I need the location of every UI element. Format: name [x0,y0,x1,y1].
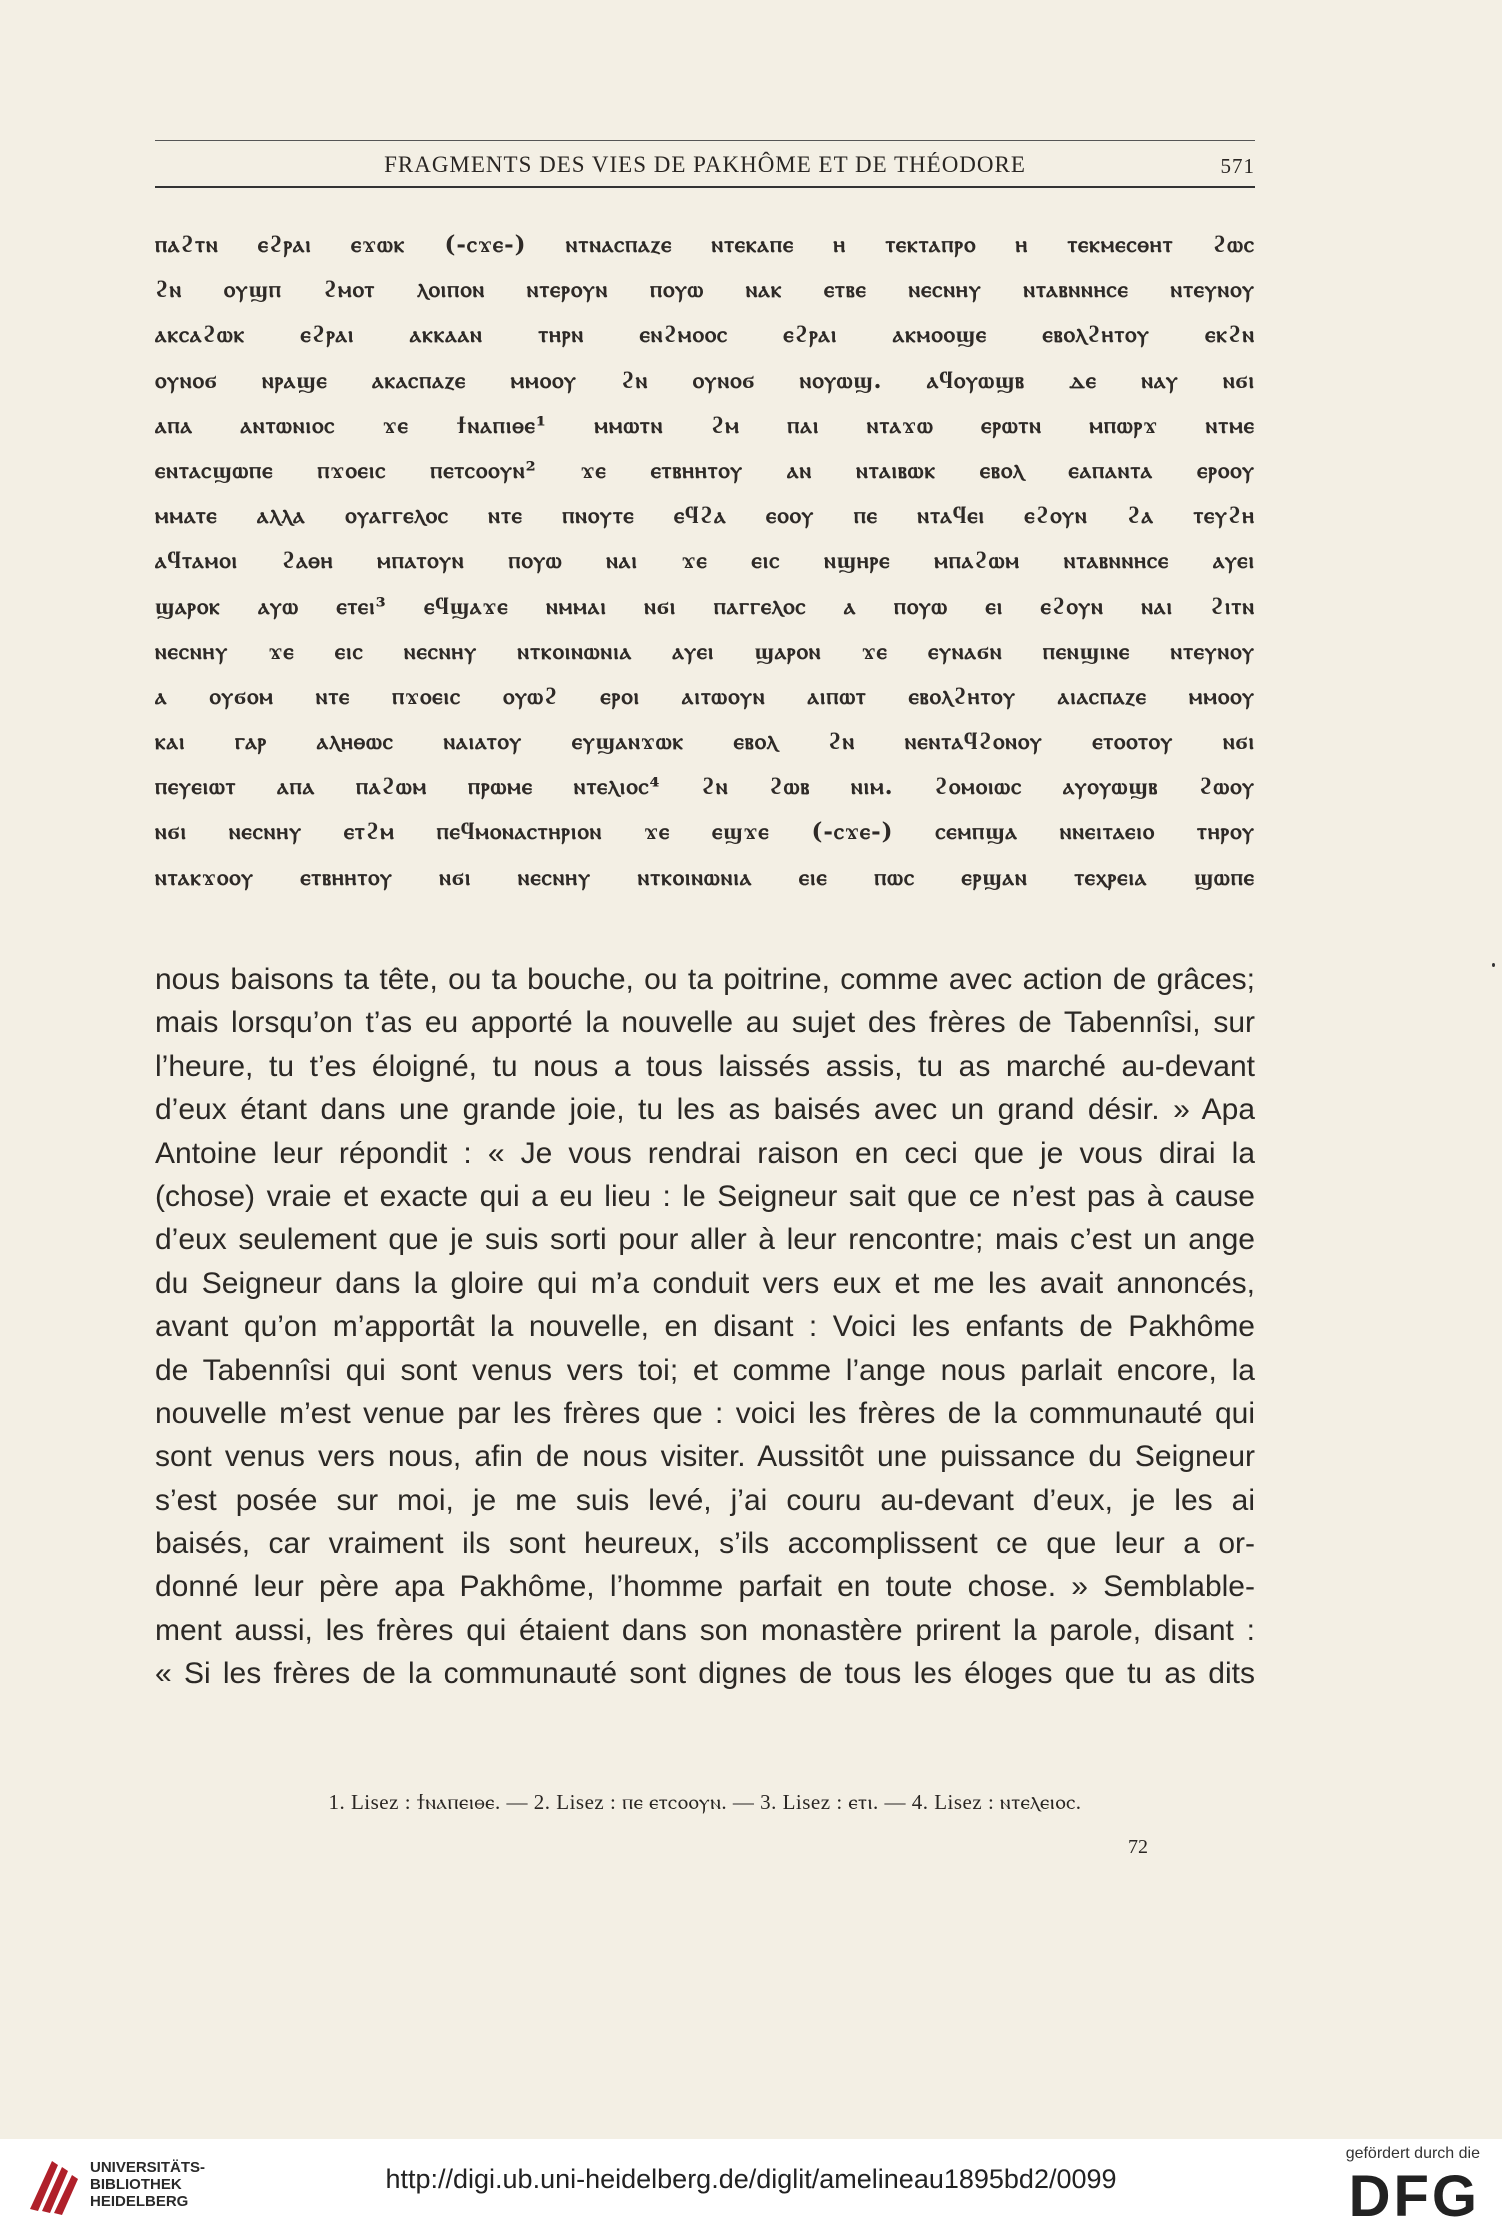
coptic-line: ⲛϭⲓ ⲛⲉⲥⲛⲏⲩ ⲉⲧϩⲙ ⲡⲉϥⲙⲟⲛⲁⲥⲧⲏⲣⲓⲟⲛ ϫⲉ ⲉϣϫⲉ (-ⲥϫⲉ-) ⲥⲉⲙⲡϣⲁ ⲛⲛⲉⲓⲧⲁⲉⲓⲟ ⲧⲏⲣⲟⲩ [155,818,1255,846]
coptic-text-block [155,222,1255,900]
coptic-line: ⲟⲩⲛⲟϭ ⲛⲣⲁϣⲉ ⲁⲕⲁⲥⲡⲁⲍⲉ ⲙⲙⲟⲟⲩ ϩⲛ ⲟⲩⲛⲟϭ ⲛⲟⲩⲱϣ. ⲁϥⲟⲩⲱϣⲃ ⲇⲉ ⲛⲁⲩ ⲛϭⲓ [155,366,1255,394]
coptic-line: ⲁϥⲧⲁⲙⲟⲓ ϩⲁⲑⲏ ⲙⲡⲁⲧⲟⲩⲛ ⲡⲟⲩⲱ ⲛⲁⲓ ϫⲉ ⲉⲓⲥ ⲛϣⲏⲣⲉ ⲙⲡⲁϩⲱⲙ ⲛⲧⲁⲃⲛⲛⲏⲥⲉ ⲁⲩⲉⲓ [155,547,1255,575]
french-line: Antoine leur répondit : « Je vous rendrai raison en ceci que je vous dirai la [155,1136,1255,1170]
header-rule-bottom [155,186,1255,188]
margin-mark [1492,963,1495,967]
french-line: d’eux étant dans une grande joie, tu les as baisés avec un grand désir. » Apa [155,1093,1255,1127]
french-line: nous baisons ta tête, ou ta bouche, ou ta poitrine, comme avec action de grâces; [155,963,1255,996]
coptic-line: ⲛⲉⲥⲛⲏⲩ ϫⲉ ⲉⲓⲥ ⲛⲉⲥⲛⲏⲩ ⲛⲧⲕⲟⲓⲛⲱⲛⲓⲁ ⲁⲩⲉⲓ ϣⲁⲣⲟⲛ ϫⲉ ⲉⲩⲛⲁϭⲛ ⲡⲉⲛϣⲓⲛⲉ ⲛⲧⲉⲩⲛⲟⲩ [155,637,1255,665]
french-line: baisés, car vraiment ils sont heureux, s’ils accomplissent ce que leur a or- [155,1527,1255,1561]
french-line: nouvelle m’est venue par les frères que : voici les frères de la communauté qui [155,1396,1255,1430]
permalink-url[interactable]: http://digi.ub.uni-heidelberg.de/diglit/amelineau1895bd2/0099 [385,2164,1117,2194]
page-number: 571 [1220,154,1255,178]
coptic-line: ϩⲛ ⲟⲩϣⲡ ϩⲙⲟⲧ ⲗⲟⲓⲡⲟⲛ ⲛⲧⲉⲣⲟⲩⲛ ⲡⲟⲩⲱ ⲛⲁⲕ ⲉⲧⲃⲉ ⲛⲉⲥⲛⲏⲩ ⲛⲧⲁⲃⲛⲛⲏⲥⲉ ⲛⲧⲉⲩⲛⲟⲩ [155,276,1255,304]
coptic-line: ⲙⲙⲁⲧⲉ ⲁⲗⲗⲁ ⲟⲩⲁⲅⲅⲉⲗⲟⲥ ⲛⲧⲉ ⲡⲛⲟⲩⲧⲉ ⲉϥϩⲁ ⲉⲟⲟⲩ ⲡⲉ ⲛⲧⲁϥⲉⲓ ⲉϩⲟⲩⲛ ϩⲁ ⲧⲉⲩϩⲏ [155,502,1255,530]
coptic-line: ⲡⲉⲩⲉⲓⲱⲧ ⲁⲡⲁ ⲡⲁϩⲱⲙ ⲡⲣⲱⲙⲉ ⲛⲧⲉⲗⲓⲟⲥ⁴ ϩⲛ ϩⲱⲃ ⲛⲓⲙ. ϩⲟⲙⲟⲓⲱⲥ ⲁⲩⲟⲩⲱϣⲃ ϩⲱⲟⲩ [155,773,1255,801]
coptic-line: ϣⲁⲣⲟⲕ ⲁⲩⲱ ⲉⲧⲉⲓ³ ⲉϥϣⲁϫⲉ ⲛⲙⲙⲁⲓ ⲛϭⲓ ⲡⲁⲅⲅⲉⲗⲟⲥ ⲁ ⲡⲟⲩⲱ ⲉⲓ ⲉϩⲟⲩⲛ ⲛⲁⲓ ϩⲓⲧⲛ [155,592,1255,620]
coptic-line: ⲕⲁⲓ ⲅⲁⲣ ⲁⲗⲏⲑⲱⲥ ⲛⲁⲓⲁⲧⲟⲩ ⲉⲩϣⲁⲛϫⲱⲕ ⲉⲃⲟⲗ ϩⲛ ⲛⲉⲛⲧⲁϥϩⲟⲛⲟⲩ ⲉⲧⲟⲟⲧⲟⲩ ⲛϭⲓ [155,728,1255,756]
coptic-line: ⲁⲡⲁ ⲁⲛⲧⲱⲛⲓⲟⲥ ϫⲉ ϯⲛⲁⲡⲓⲑⲉ¹ ⲙⲙⲱⲧⲛ ϩⲙ ⲡⲁⲓ ⲛⲧⲁϫⲱ ⲉⲣⲱⲧⲛ ⲙⲡⲱⲣϫ ⲛⲧⲙⲉ [155,411,1255,439]
running-title: FRAGMENTS DES VIES DE PAKHÔME ET DE THÉODORE [384,152,1026,177]
french-line: donné leur père apa Pakhôme, l’homme parfait en toute chose. » Semblable- [155,1570,1255,1604]
library-name-line: BIBLIOTHEK [90,2176,182,2193]
french-line: « Si les frères de la communauté sont dignes de tous les éloges que tu as dits [155,1657,1255,1691]
french-line: s’est posée sur moi, je me suis levé, j’ai couru au-devant d’eux, je les ai [155,1483,1255,1517]
sponsor-note: gefördert durch die [1345,2145,1480,2162]
french-line: avant qu’on m’apportât la nouvelle, en disant : Voici les enfants de Pakhôme [155,1310,1255,1344]
french-line: d’eux seulement que je suis sorti pour aller à leur rencontre; mais c’est un ange [155,1223,1255,1257]
running-head [155,150,1255,182]
french-translation-block [155,958,1255,1696]
library-name-line: UNIVERSITÄTS- [90,2159,206,2176]
library-name-line: HEIDELBERG [90,2193,189,2210]
french-line: l’heure, tu t’es éloigné, tu nous a tous laissés assis, tu as marché au-devant [155,1049,1255,1083]
coptic-line: ⲁ ⲟⲩϭⲟⲙ ⲛⲧⲉ ⲡϫⲟⲉⲓⲥ ⲟⲩⲱϩ ⲉⲣⲟⲓ ⲁⲓⲧⲱⲟⲩⲛ ⲁⲓⲡⲱⲧ ⲉⲃⲟⲗϩⲏⲧⲟⲩ ⲁⲓⲁⲥⲡⲁⲍⲉ ⲙⲙⲟⲟⲩ [155,682,1255,710]
coptic-line: ⲉⲛⲧⲁⲥϣⲱⲡⲉ ⲡϫⲟⲉⲓⲥ ⲡⲉⲧⲥⲟⲟⲩⲛ² ϫⲉ ⲉⲧⲃⲏⲏⲧⲟⲩ ⲁⲛ ⲛⲧⲁⲓⲃⲱⲕ ⲉⲃⲟⲗ ⲉⲁⲡⲁⲛⲧⲁ ⲉⲣⲟⲟⲩ [155,456,1255,484]
dfg-logo: DFG [1348,2164,1480,2229]
header-rule-top [155,140,1255,141]
coptic-line: ⲁⲕⲥⲁϩⲱⲕ ⲉϩⲣⲁⲓ ⲁⲕⲕⲁⲁⲛ ⲧⲏⲣⲛ ⲉⲛϩⲙⲟⲟⲥ ⲉϩⲣⲁⲓ ⲁⲕⲙⲟⲟϣⲉ ⲉⲃⲟⲗϩⲏⲧⲟⲩ ⲉⲕϩⲛ [155,321,1255,349]
footnotes: 1. Lisez : ϯⲛⲁⲡⲉⲓⲑⲉ. — 2. Lisez : ⲡⲉ ⲉⲧⲥⲟⲟⲩⲛ. — 3. Lisez : ⲉⲧⲓ. — 4. Lisez : ⲛⲧⲉⲗⲉⲓⲟⲥ. [328,1790,1082,1814]
french-line: ment aussi, les frères qui étaient dans son monastère prirent la parole, disant : [155,1613,1255,1647]
french-line: de Tabennîsi qui sont venus vers toi; et comme l’ange nous parlait encore, la [155,1353,1255,1387]
french-line: mais lorsqu’on t’as eu apporté la nouvelle au sujet des frères de Tabennîsi, sur [155,1006,1255,1040]
signature-mark: 72 [1128,1836,1148,1858]
french-line: (chose) vraie et exacte qui a eu lieu : le Seigneur sait que ce n’est pas à cause [155,1179,1255,1213]
digitization-footer [0,2139,1502,2239]
coptic-line: ⲡⲁϩⲧⲛ ⲉϩⲣⲁⲓ ⲉϫⲱⲕ (-ⲥϫⲉ-) ⲛⲧⲛⲁⲥⲡⲁⲍⲉ ⲛⲧⲉⲕⲁⲡⲉ ⲏ ⲧⲉⲕⲧⲁⲡⲣⲟ ⲏ ⲧⲉⲕⲙⲉⲥⲑⲏⲧ ϩⲱⲥ [155,231,1255,258]
coptic-line: ⲛⲧⲁⲕϫⲟⲟⲩ ⲉⲧⲃⲏⲏⲧⲟⲩ ⲛϭⲓ ⲛⲉⲥⲛⲏⲩ ⲛⲧⲕⲟⲓⲛⲱⲛⲓⲁ ⲉⲓⲉ ⲡⲱⲥ ⲉⲣϣⲁⲛ ⲧⲉⲭⲣⲉⲓⲁ ϣⲱⲡⲉ [155,863,1255,891]
french-line: sont venus vers nous, afin de nous visiter. Aussitôt une puissance du Seigneur [155,1440,1255,1474]
french-line: du Seigneur dans la gloire qui m’a conduit vers eux et me les avait annoncés, [155,1266,1255,1300]
